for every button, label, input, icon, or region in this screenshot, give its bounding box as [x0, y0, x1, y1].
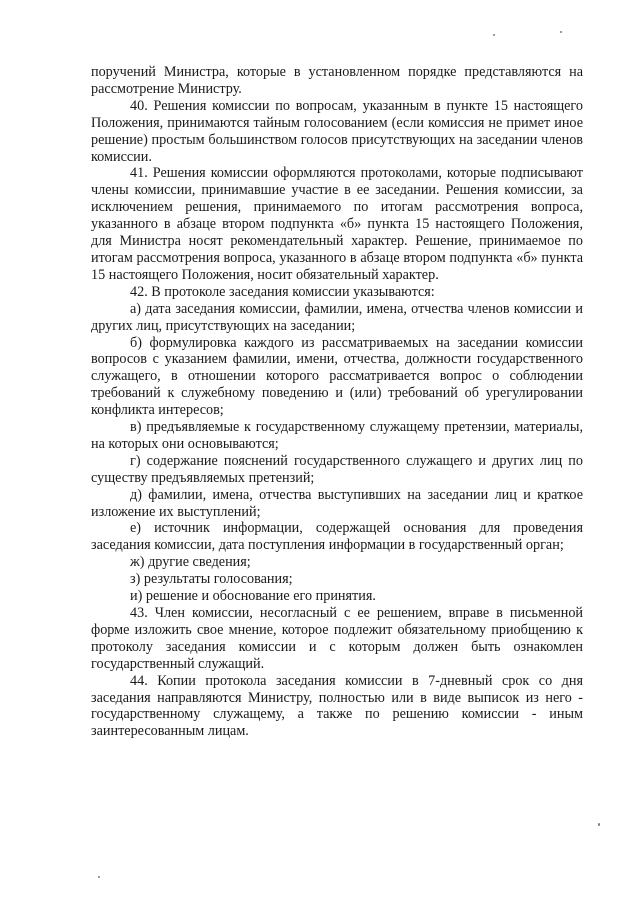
subitem-z: з) результаты голосования; [130, 571, 293, 588]
paragraph-continued: поручений Министра, которые в установленном порядке представляются на рассмотрение Министру. [91, 64, 583, 97]
document-page [91, 64, 583, 740]
subitem-g: г) содержание пояснений государственного служащего и других лиц по существу предъявляемых претензий; [91, 452, 583, 486]
subitem-d: д) фамилии, имена, отчества выступивших на заседании лиц и краткое изложение их выступлений; [91, 486, 583, 520]
scan-speck [560, 31, 562, 33]
subitem-e: е) источник информации, содержащей основания для проведения заседания комиссии, дата поступления информации в государственный орган; [91, 520, 583, 554]
scan-speck [493, 34, 495, 36]
subitem-zh: ж) другие сведения; [130, 554, 251, 571]
subitem-a: а) дата заседания комиссии, фамилии, имена, отчества членов комиссии и других лиц, присутствующих на заседании; [91, 300, 583, 334]
paragraph-item-40: 40. Решения комиссии по вопросам, указанным в пункте 15 настоящего Положения, принимаются тайным голосованием (если комиссия не примет иное решение) простым большинством голосов присутствующих на заседании членов комиссии. [91, 97, 583, 165]
subitem-v: в) предъявляемые к государственному служащему претензии, материалы, на которых они основываются; [91, 419, 583, 452]
paragraph-item-43: 43. Член комиссии, несогласный с ее решением, вправе в письменной форме изложить свое мнение, которое подлежит обязательному приобщению к протоколу заседания комиссии и с которым должен быть ознакомлен государственный служащий. [91, 605, 583, 672]
subitem-i: и) решение и обоснование его принятия. [130, 588, 376, 605]
paragraph-item-41: 41. Решения комиссии оформляются протоколами, которые подписывают члены комиссии, принимавшие участие в ее заседании. Решения комиссии, за исключением решения, принимаемого по итогам рассмотрения вопроса, указанного в абзаце втором подпункта «б» пункта 15 настоящего Положения, для Министра носят рекомендательный характер. Решение, принимаемое по итогам рассмотрения вопроса, указанного в абзаце втором подпункта «б» пункта 15 настоящего Положения, носит обязательный характер. [91, 165, 583, 283]
scan-speck [598, 823, 600, 826]
paragraph-item-44: 44. Копии протокола заседания комиссии в 7-дневный срок со дня заседания направляются Министру, полностью или в виде выписок из него - государственному служащему, а также по решению комиссии - иным заинтересованным лицам. [91, 672, 583, 740]
paragraph-item-42: 42. В протоколе заседания комиссии указываются: [130, 283, 435, 300]
scan-speck [98, 876, 100, 878]
subitem-b: б) формулировка каждого из рассматриваемых на заседании комиссии вопросов с указанием фамилии, имени, отчества, должности государственного служащего, в отношении которого рассматривается вопрос о соблюдении требований к служебному поведению и (или) требований об урегулировании конфликта интересов; [91, 334, 583, 419]
